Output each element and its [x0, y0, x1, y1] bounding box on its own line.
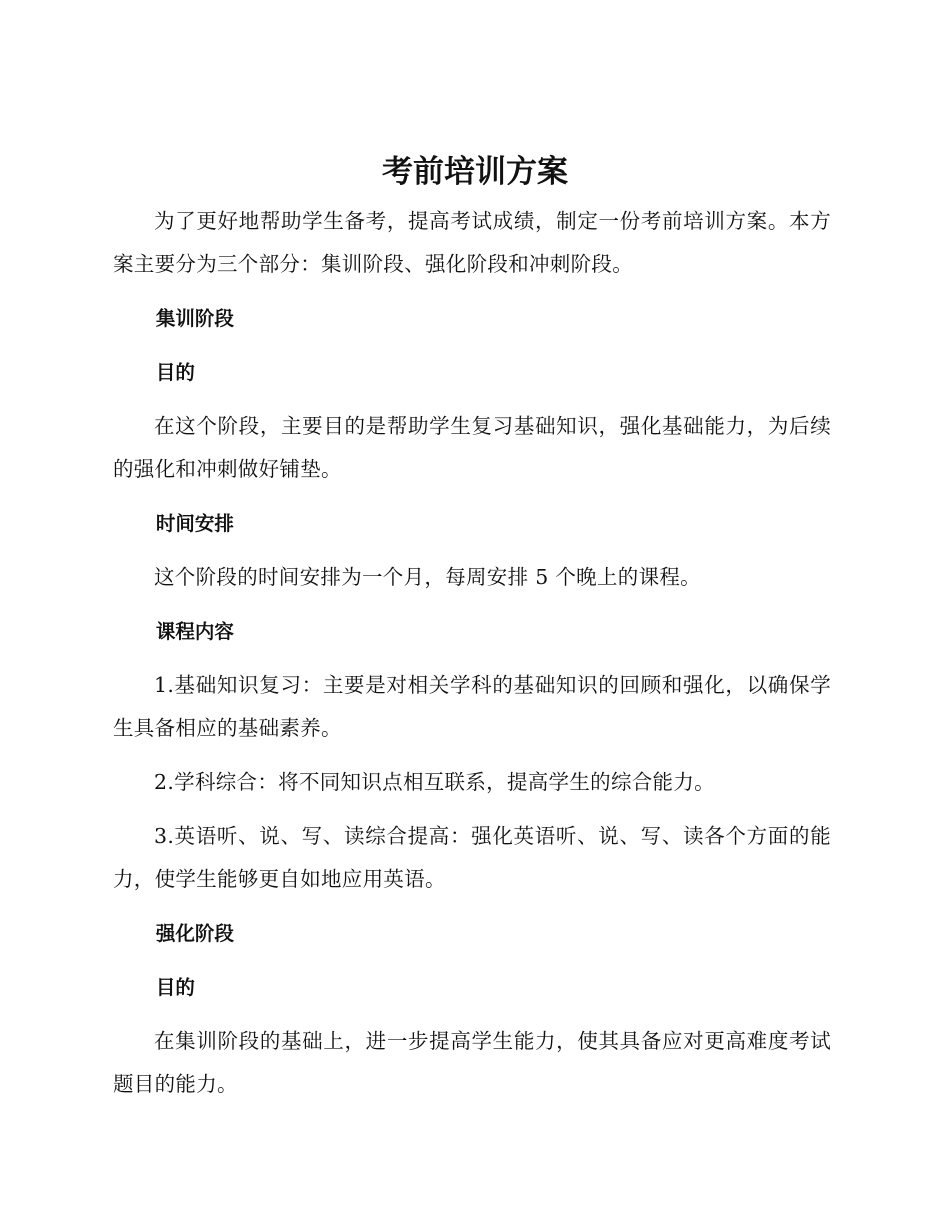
stage2-heading: 强化阶段 — [155, 922, 234, 945]
stage1-schedule-text: 这个阶段的时间安排为一个月，每周安排 5 个晚上的课程。 — [154, 565, 701, 589]
stage2-purpose-heading: 目的 — [155, 976, 195, 999]
stage1-course-item: 2.学科综合：将不同知识点相互联系，提高学生的综合能力。 — [154, 770, 715, 794]
stage1-schedule-heading: 时间安排 — [155, 512, 234, 535]
stage1-purpose-text: 在这个阶段，主要目的是帮助学生复习基础知识，强化基础能力，为后续的强化和冲刺做好铺垫。 — [113, 414, 831, 481]
stage1-content-heading: 课程内容 — [155, 620, 234, 643]
stage1-course-item: 1.基础知识复习：主要是对相关学科的基础知识的回顾和强化，以确保学生具备相应的基础素养。 — [113, 673, 831, 740]
stage2-purpose-text: 在集训阶段的基础上，进一步提高学生能力，使其具备应对更高难度考试题目的能力。 — [113, 1029, 831, 1096]
stage1-purpose-heading: 目的 — [155, 361, 195, 384]
stage1-heading: 集训阶段 — [155, 307, 234, 330]
document-title: 考前培训方案 — [382, 154, 568, 190]
document-body — [113, 200, 831, 1117]
intro-paragraph: 为了更好地帮助学生备考，提高考试成绩，制定一份考前培训方案。本方案主要分为三个部分：集训阶段、强化阶段和冲刺阶段。 — [113, 209, 831, 276]
stage1-course-item: 3.英语听、说、写、读综合提高：强化英语听、说、写、读各个方面的能力，使学生能够更自如地应用英语。 — [113, 824, 831, 891]
